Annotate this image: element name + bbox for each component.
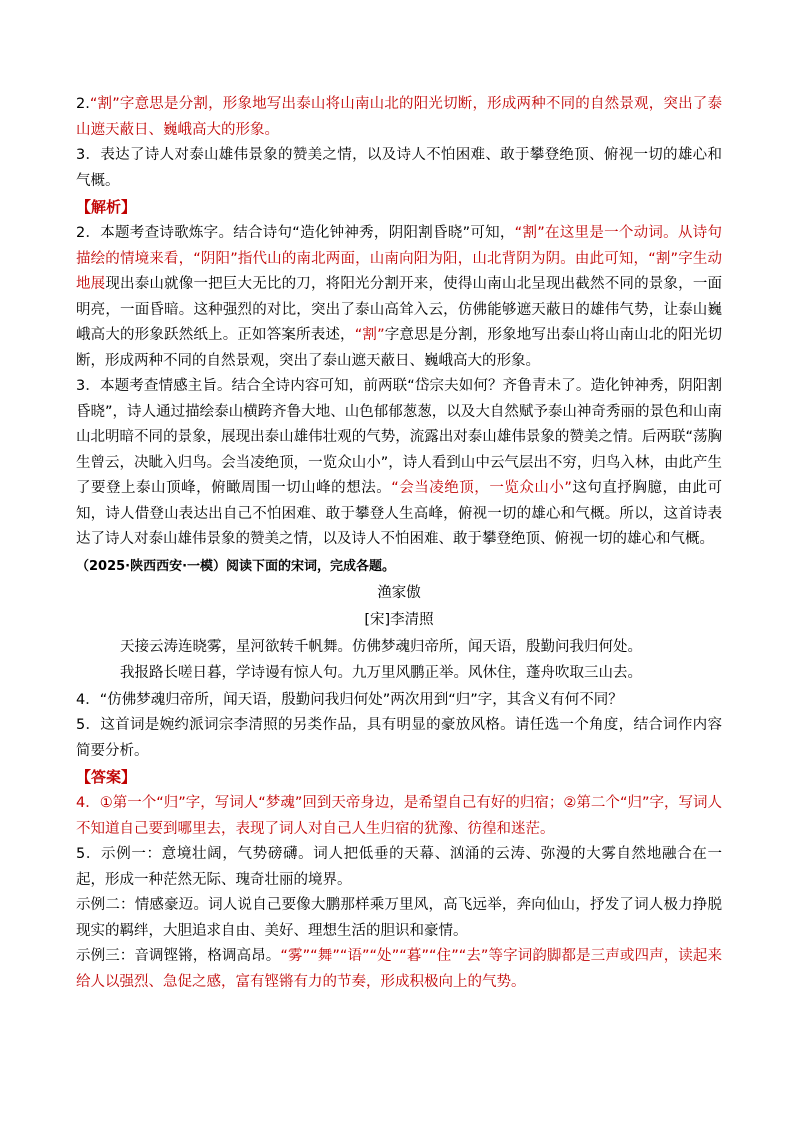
analysis-2-text-1: 2．本题考查诗歌炼字。结合诗句“造化钟神秀，阴阳割昏晓”可知， xyxy=(76,225,515,241)
answer-label: 【答案】 xyxy=(76,768,137,786)
analysis-label: 【解析】 xyxy=(76,198,137,216)
answer-5-example-3 xyxy=(76,944,722,995)
q2-answer-num: 2. xyxy=(76,96,90,112)
q2-answer-text: “割”字意思是分割，形象地写出泰山将山南山北的阳光切断，形成两种不同的自然景观，突出了泰山遮天蔽日、巍峨高大的形象。 xyxy=(76,96,722,138)
question-5: 5．这首词是婉约派词宗李清照的另类作品，具有明显的豪放风格。请任选一个角度，结合词作内容简要分析。 xyxy=(76,717,722,759)
source-line: （2025·陕西西安·一模）阅读下面的宋词，完成各题。 xyxy=(76,558,396,574)
answer-5-example-2: 示例二：情感豪迈。词人说自己要像大鹏那样乘万里风，高飞远举，奔向仙山，抒发了词人极力挣脱现实的羁绊，大胆追求自由、美好、理想生活的胆识和豪情。 xyxy=(76,897,722,939)
answer-5-example-1: 5．示例一：意境壮阔，气势磅礴。词人把低垂的天幕、汹涌的云涛、弥漫的大雾自然地融合在一起，形成一种茫然无际、瑰奇壮丽的境界。 xyxy=(76,846,722,888)
poem-line-1: 天接云涛连晓雾，星河欲转千帆舞。仿佛梦魂归帝所，闻天语，殷勤问我归何处。 xyxy=(120,638,642,655)
analysis-3-red-1: “会当凌绝顶，一览众山小” xyxy=(391,480,572,496)
poem-author: [宋]李清照 xyxy=(364,611,434,628)
analysis-2-text-2: 现出泰山就像一把巨大无比的刀，将阳光分割开来，使得山南山北呈现出截然不同的景象，一面明亮，一面昏暗。这种强烈的对比，突出了泰山高耸入云，仿佛能够遮天蔽日的雄伟气势，让泰山巍峨高大的形象跃然纸上。正如答案所表述， xyxy=(76,276,722,343)
analysis-3 xyxy=(76,374,722,553)
answer-4: 4．①第一个“归”字，写词人“梦魂”回到天帝身边，是希望自己有好的归宿；②第二个“归”字，写词人不知道自己要到哪里去，表现了词人对自己人生归宿的犹豫、彷徨和迷茫。 xyxy=(76,795,722,837)
analysis-2-red-1: “割”在这里是一个动词。从诗句描绘的情境来看，“阴阳”指代山的南北两面，山南向阳为阳，山北背阴为阴。由此可知，“割”字生动地展 xyxy=(76,225,722,292)
analysis-2-text-3: 字意思是分割，形象地写出泰山将山南山北的阳光切断，形成两种不同的自然景观，突出了泰山遮天蔽日、巍峨高大的形象。 xyxy=(76,327,723,369)
analysis-3-text-2: 这句直抒胸臆，由此可知，诗人借登山表达出自己不怕困难、敢于攀登人生高峰，俯视一切的雄心和气概。所以，这首诗表达了诗人对泰山雄伟景象的赞美之情，以及诗人不怕困难、敢于攀登绝顶、俯视一切的雄心和气概。 xyxy=(76,480,722,547)
poem-line-2: 我报路长嗟日暮，学诗谩有惊人句。九万里风鹏正举。风休住，蓬舟吹取三山去。 xyxy=(120,664,642,681)
answer-5-example-3-text: 示例三：音调铿锵，格调高昂。 xyxy=(76,948,281,964)
analysis-2-red-2: “割” xyxy=(354,327,385,343)
document-content xyxy=(76,92,722,995)
question-4: 4．“仿佛梦魂归帝所，闻天语，殷勤问我归何处”两次用到“归”字，其含义有何不同？ xyxy=(76,691,623,708)
analysis-2 xyxy=(76,221,722,374)
analysis-3-text-1: 3．本题考查情感主旨。结合全诗内容可知，前两联“岱宗夫如何？齐鲁青未了。造化钟神秀，阴阳割昏晓”，诗人通过描绘泰山横跨齐鲁大地、山色郁郁葱葱，以及大自然赋予泰山神奇秀丽的景色和山南山北明暗不同的景象，展现出泰山雄伟壮观的气势，流露出对泰山雄伟景象的赞美之情。后两联“荡胸生曾云，决眦入归鸟。会当凌绝顶，一览众山小”，诗人看到山中云气层出不穷，归鸟入林，由此产生了要登上泰山顶峰，俯瞰周围一切山峰的想法。 xyxy=(76,378,722,496)
answer-5-example-3-red: “雾”“舞”“语”“处”“暮”“住”“去”等字词韵脚都是三声或四声，读起来给人以强烈、急促之感，富有铿锵有力的节奏，形成积极向上的气势。 xyxy=(76,948,723,990)
poem-title: 渔家傲 xyxy=(377,584,421,601)
q2-answer xyxy=(76,92,722,143)
q3-answer: 3．表达了诗人对泰山雄伟景象的赞美之情，以及诗人不怕困难、敢于攀登绝顶、俯视一切的雄心和气概。 xyxy=(76,147,722,189)
